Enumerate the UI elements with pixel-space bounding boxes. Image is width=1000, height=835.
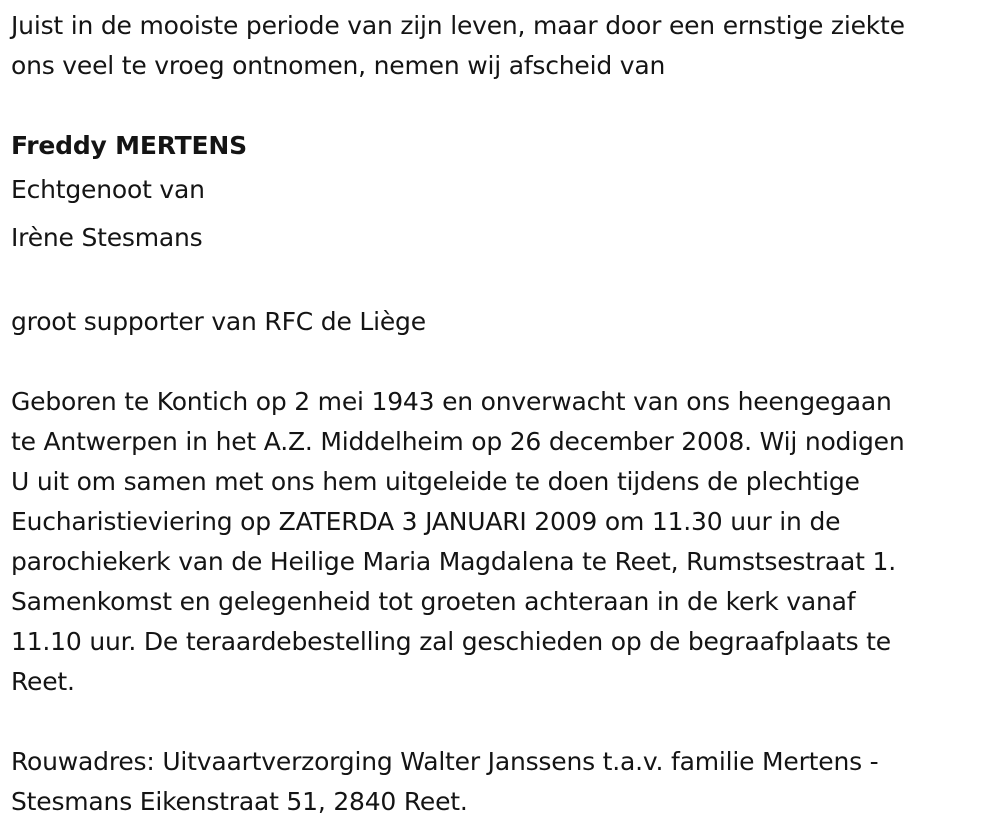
intro-line: Juist in de mooiste periode van zijn leven, maar door een ernstige ziekte [11,11,905,40]
spacer [11,86,991,126]
deceased-name: Freddy MERTENS [11,131,247,160]
spacer [11,702,991,742]
announcement-line: te Antwerpen in het A.Z. Middelheim op 26 december 2008. Wij nodigen [11,427,905,456]
spacer [11,262,991,302]
relation-label: Echtgenoot van [11,175,205,204]
address-paragraph [11,742,991,822]
announcement-line: 11.10 uur. De teraardebestelling zal geschieden op de begraafplaats te [11,627,891,656]
announcement-line: Samenkomst en gelegenheid tot groeten achteraan in de kerk vanaf [11,587,856,616]
address-line: Rouwadres: Uitvaartverzorging Walter Janssens t.a.v. familie Mertens - [11,747,879,776]
spacer [11,342,991,382]
announcement-line: Eucharistieviering op ZATERDA 3 JANUARI 2009 om 11.30 uur in de [11,507,841,536]
tagline: groot supporter van RFC de Liège [11,307,426,336]
announcement-line: U uit om samen met ons hem uitgeleide te doen tijdens de plechtige [11,467,860,496]
announcement-line: Geboren te Kontich op 2 mei 1943 en onverwacht van ons heengegaan [11,387,892,416]
intro-line: ons veel te vroeg ontnomen, nemen wij afscheid van [11,51,666,80]
announcement-line: parochiekerk van de Heilige Maria Magdalena te Reet, Rumstsestraat 1. [11,547,896,576]
spouse-name: Irène Stesmans [11,223,203,252]
obituary-document [11,6,991,822]
deceased-block [11,126,991,262]
announcement-paragraph [11,382,991,702]
address-line: Stesmans Eikenstraat 51, 2840 Reet. [11,787,468,816]
intro-paragraph [11,6,991,86]
announcement-line: Reet. [11,667,75,696]
